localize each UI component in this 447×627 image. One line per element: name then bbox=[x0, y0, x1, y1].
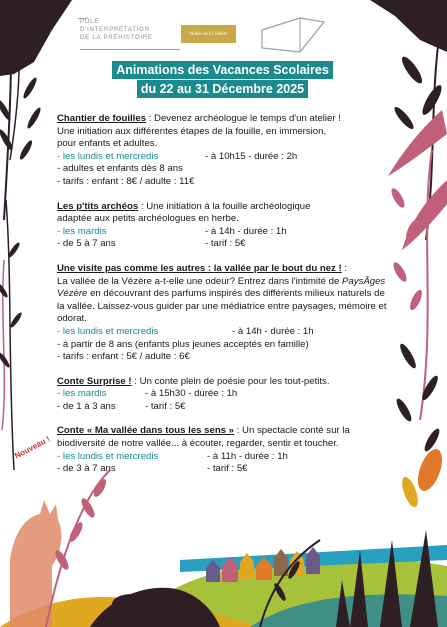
age-range: - de 5 à 7 ans bbox=[57, 238, 116, 250]
body-text-emphasis: PaysÂges Vézère bbox=[57, 275, 386, 300]
section-body bbox=[57, 276, 390, 326]
section-intro-text: : Devenez archéologue le temps d'un atelier ! bbox=[146, 113, 341, 124]
section-body-line: pour enfants et adultes. bbox=[57, 138, 158, 150]
body-text-pre: La vallée de la Vézère a-t-elle une odeur? Entrez dans l'intimité de bbox=[57, 275, 343, 287]
schedule-time: - à 14h - durée : 1h bbox=[232, 325, 314, 337]
partner-logo bbox=[181, 25, 236, 43]
activities-list bbox=[57, 113, 390, 488]
schedule-days: - les lundis et mercredis bbox=[57, 450, 159, 462]
headline-line-1: Animations des Vacances Scolaires bbox=[112, 61, 333, 79]
brand-line-1: PÔLE bbox=[80, 19, 100, 25]
section-body-line: adaptée aux petits archéologues en herbe. bbox=[57, 213, 239, 225]
headline bbox=[105, 61, 340, 99]
section-intro-text: : Une initiation à la fouille archéologique bbox=[138, 200, 311, 212]
section-intro bbox=[57, 201, 390, 214]
section-intro bbox=[57, 376, 390, 389]
section-intro-text: : bbox=[341, 262, 348, 274]
section-title: Conte « Ma vallée dans tous les sens » bbox=[57, 425, 235, 437]
schedule-row bbox=[57, 226, 390, 239]
schedule-time: - à 11h - durée : 1h bbox=[207, 450, 288, 462]
schedule-days: - les mardis bbox=[57, 388, 107, 400]
section-intro-text: : Un conte plein de poésie pour les tout-petits. bbox=[131, 375, 330, 387]
schedule-time: - à 10h15 - durée : 2h bbox=[205, 150, 298, 162]
section-title: Une visite pas comme les autres : la vallée par le bout du nez ! bbox=[57, 262, 342, 274]
section-ptits-archeos bbox=[57, 201, 390, 251]
section-body-line: Une initiation aux différentes étapes de la fouille, en immersion, bbox=[57, 125, 327, 137]
section-detail-line: - adultes et enfants dès 8 ans bbox=[57, 163, 183, 175]
section-title: Chantier de fouilles bbox=[57, 113, 147, 124]
brand-logo-text bbox=[80, 18, 180, 42]
age-range: - de 3 à 7 ans bbox=[57, 463, 116, 475]
brand-line-3: DE LA PRÉHISTOIRE bbox=[80, 35, 153, 41]
schedule-time: - à 14h - durée : 1h bbox=[205, 225, 287, 237]
schedule-days: - les mardis bbox=[57, 225, 107, 237]
headline-line-2: du 22 au 31 Décembre 2025 bbox=[137, 80, 308, 98]
schedule-row bbox=[57, 388, 390, 401]
section-intro-text: : Un spectacle conté sur la biodiversité de notre vallée... à écouter, regarder, sentir et toucher. bbox=[57, 425, 350, 450]
new-badge: Nouveau ! bbox=[13, 434, 52, 461]
section-conte-ma-vallee bbox=[57, 425, 390, 475]
details-row bbox=[57, 463, 390, 476]
price: - tarif : 5€ bbox=[145, 400, 186, 412]
section-intro bbox=[57, 263, 390, 276]
schedule-row bbox=[57, 151, 390, 164]
brand-rule-bottom bbox=[80, 49, 180, 50]
section-chantier-de-fouilles bbox=[57, 113, 390, 189]
schedule-days-cell bbox=[57, 451, 207, 464]
section-detail-line: - tarifs : enfant : 5€ / adulte : 6€ bbox=[57, 351, 190, 363]
schedule-days: - les lundis et mercredis bbox=[57, 150, 159, 162]
price: - tarif : 5€ bbox=[205, 238, 246, 250]
section-detail-line: - à partir de 8 ans (enfants plus jeunes acceptés en famille) bbox=[57, 338, 309, 350]
section-visite-par-le-nez bbox=[57, 263, 390, 364]
section-intro bbox=[57, 113, 390, 126]
section-conte-surprise bbox=[57, 376, 390, 414]
details-row bbox=[57, 401, 390, 414]
details-row bbox=[57, 238, 390, 251]
section-intro bbox=[57, 425, 390, 450]
schedule-time: - à 15h30 - durée : 1h bbox=[145, 388, 238, 400]
age-range: - de 1 à 3 ans bbox=[57, 400, 116, 412]
schedule-days: - les lundis et mercredis bbox=[57, 325, 159, 337]
schedule-row bbox=[57, 451, 390, 464]
partner-logo-text: Vallée de la Vézère bbox=[189, 31, 228, 37]
price: - tarif : 5€ bbox=[207, 463, 248, 475]
schedule-row bbox=[57, 326, 390, 339]
brand-line-2: D'INTERPRÉTATION bbox=[80, 27, 150, 33]
body-text-post: en découvrant des parfums inspirés des différents milieux naturels de la vallée. Laissez-vous guider par une médiatrice entre paysages, mémoire et odorat. bbox=[57, 288, 387, 325]
section-detail-line: - tarifs : enfant : 8€ / adulte : 11€ bbox=[57, 175, 195, 187]
section-title: Les p'tits archéos bbox=[57, 200, 139, 212]
section-title: Conte Surprise ! bbox=[57, 375, 132, 387]
